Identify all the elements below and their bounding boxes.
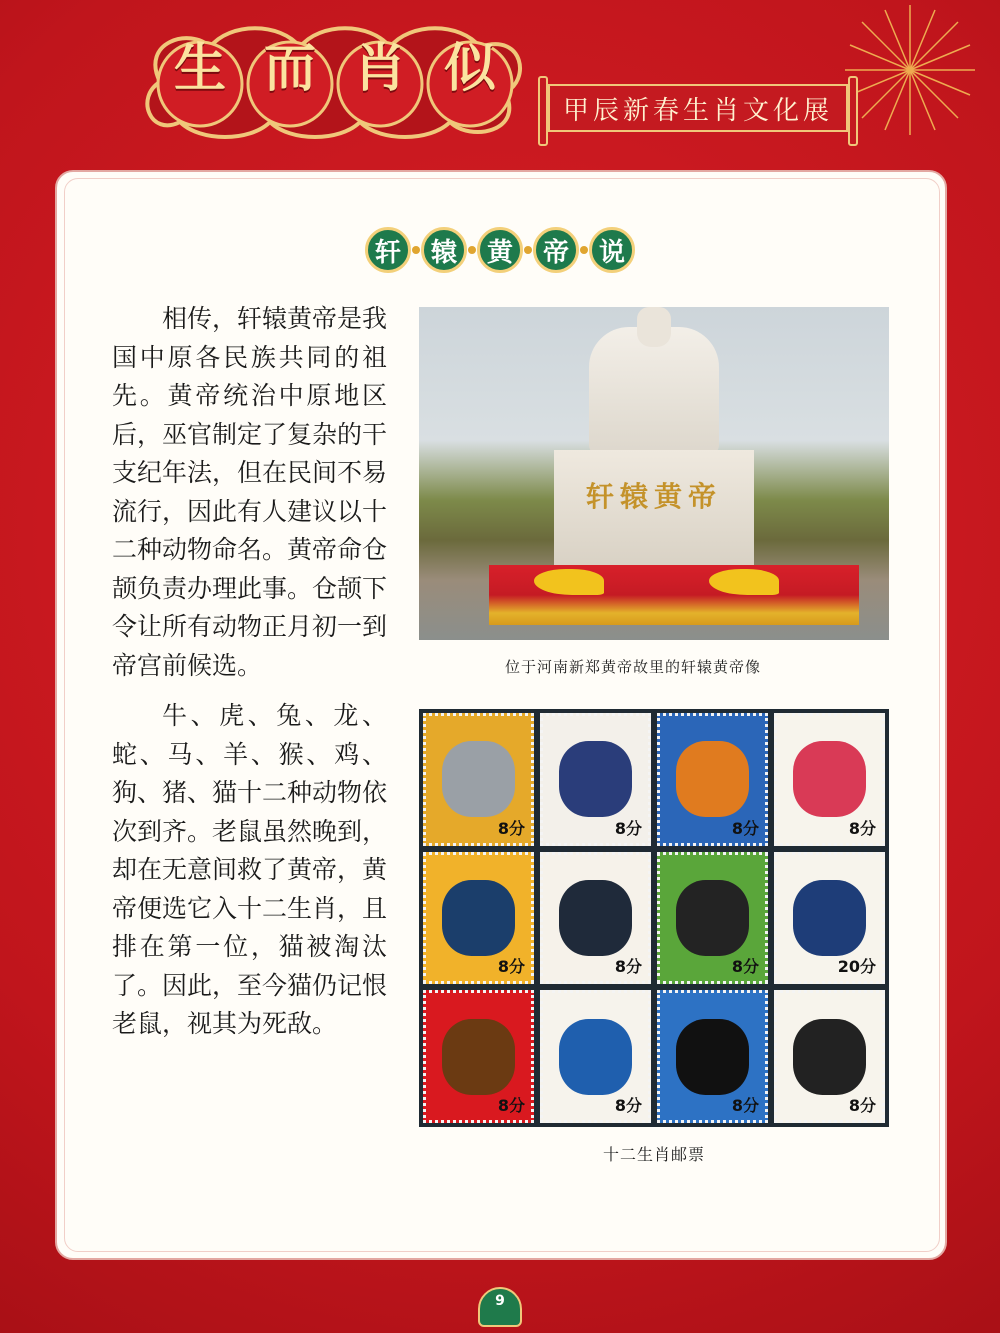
stamp-value: 8分 — [614, 818, 642, 838]
heading-dot — [580, 246, 588, 254]
heading-char-3: 黄 — [477, 227, 523, 273]
stamp-horse — [657, 852, 768, 985]
statue-inscription: 轩辕黄帝 — [585, 480, 722, 513]
rabbit-figure-icon — [793, 741, 867, 817]
statue-head — [637, 307, 671, 347]
heading-char-4: 帝 — [533, 227, 579, 273]
stamp-snake — [540, 852, 651, 985]
title-char-4: 似 — [443, 38, 496, 99]
legend-story-text — [112, 300, 387, 1056]
tiger-figure-icon — [676, 741, 750, 817]
stamp-value: 8分 — [614, 1096, 642, 1115]
firework-decoration — [840, 0, 980, 140]
title-char-3: 肖 — [353, 38, 406, 99]
monkey-figure-icon — [442, 1019, 516, 1095]
heading-char-2: 辕 — [421, 227, 467, 273]
stamp-dog — [657, 990, 768, 1123]
heading-dot — [412, 246, 420, 254]
stamp-value: 8分 — [497, 957, 525, 977]
stamp-value: 8分 — [848, 818, 876, 838]
story-paragraph-2: 牛、虎、兔、龙、蛇、马、羊、猴、鸡、狗、猪、猫十二种动物依次到齐。老鼠虽然晚到，却在无意间救了黄帝，黄帝便选它入十二生肖，且排在第一位，猫被淘汰了。因此，至今猫仍记恨老鼠，视其为死敌。 — [112, 701, 388, 1038]
story-paragraph-1: 相传，轩辕黄帝是我国中原各民族共同的祖先。黄帝统治中原地区后，巫官制定了复杂的干支纪年法，但在民间不易流行，因此有人建议以十二种动物命名。黄帝命仓颉负责办理此事。仓颉下令让所有动物正月初一到帝宫前候选。 — [112, 304, 388, 680]
dragon-figure-icon — [442, 880, 516, 956]
stamp-value: 20分 — [837, 957, 876, 977]
title-char-2: 而 — [263, 38, 316, 99]
photo-caption: 位于河南新郑黄帝故里的轩辕黄帝像 — [505, 658, 762, 676]
dog-figure-icon — [676, 1019, 750, 1095]
heading-char-1: 轩 — [365, 227, 411, 273]
stamp-tiger — [657, 713, 768, 846]
stamp-monkey — [423, 990, 534, 1123]
snake-figure-icon — [559, 880, 633, 956]
stamp-value: 8分 — [848, 1096, 876, 1115]
stamp-value: 8分 — [731, 818, 759, 838]
zodiac-stamps-grid — [419, 709, 889, 1127]
page-number: 9 — [478, 1287, 522, 1327]
stamp-value: 8分 — [497, 818, 525, 838]
horse-figure-icon — [676, 880, 750, 956]
title-char-1: 生 — [173, 38, 226, 99]
heading-dot — [468, 246, 476, 254]
exhibition-subtitle: 甲辰新春生肖文化展 — [548, 84, 848, 132]
statue-photo — [419, 307, 889, 640]
stamp-rat — [423, 713, 534, 846]
stamp-value: 8分 — [614, 957, 642, 977]
rat-figure-icon — [442, 741, 516, 817]
section-heading — [365, 225, 635, 275]
heading-char-5: 说 — [589, 227, 635, 273]
heading-dot — [524, 246, 532, 254]
stamp-value: 8分 — [497, 1096, 525, 1115]
stamp-pig — [774, 990, 885, 1123]
ox-figure-icon — [559, 741, 633, 817]
stamp-value: 8分 — [731, 1096, 759, 1115]
rooster-figure-icon — [559, 1019, 633, 1095]
stamp-goat — [774, 852, 885, 985]
stamp-dragon — [423, 852, 534, 985]
pig-figure-icon — [793, 1019, 867, 1095]
stamp-rooster — [540, 990, 651, 1123]
stamp-rabbit — [774, 713, 885, 846]
stamp-ox — [540, 713, 651, 846]
stamp-value: 8分 — [731, 957, 759, 977]
goat-figure-icon — [793, 880, 867, 956]
stamps-caption: 十二生肖邮票 — [603, 1145, 706, 1164]
